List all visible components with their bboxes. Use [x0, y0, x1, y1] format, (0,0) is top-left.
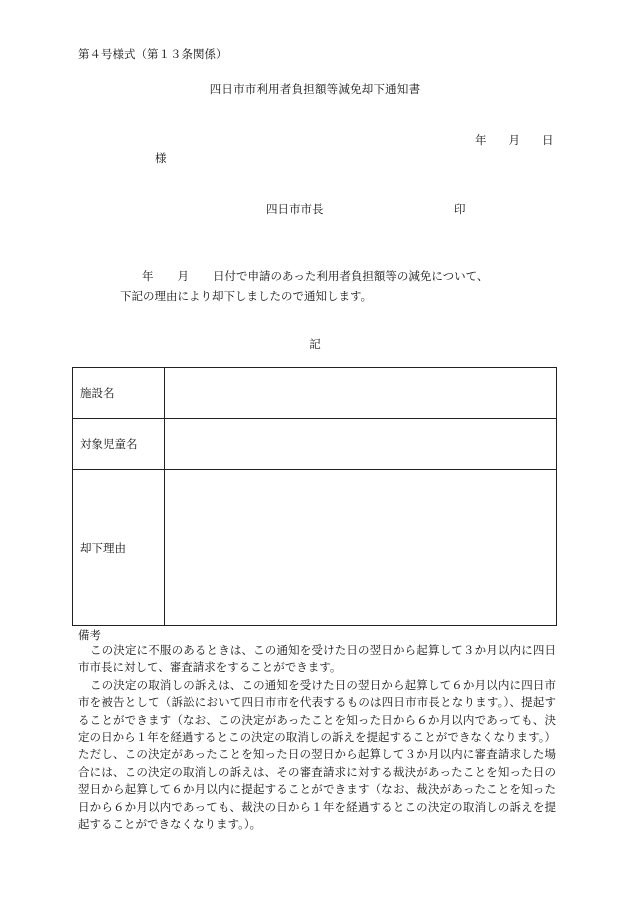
- issue-date: [475, 132, 554, 148]
- notes-heading: 備考: [78, 628, 101, 642]
- notes: [78, 642, 556, 833]
- facility-name-label: 施設名: [73, 368, 165, 419]
- rejection-reason-field[interactable]: [165, 470, 557, 626]
- date-day-label: 日: [542, 133, 554, 147]
- body-line-2: 下記の理由により却下しましたので通知します。: [120, 289, 373, 303]
- form-number: 第４号様式（第１３条関係）: [78, 47, 228, 61]
- table-row: [73, 419, 557, 470]
- issuer-name: 四日市市長: [266, 202, 324, 216]
- details-table: [72, 367, 557, 626]
- date-month-label: 月: [508, 133, 520, 147]
- body-line-1: [142, 268, 488, 284]
- body-month-label: 月: [177, 269, 189, 283]
- note-paragraph-2: この決定の取消しの訴えは、この通知を受けた日の翌日から起算して６か月以内に四日市市を被告として（訴訟において四日市市を代表するものは四日市市長となります。）、提起することができます（なお、この決定があったことを知った日から６か月以内であっても、決定の日から１年を経過するとこの決定の取消しの訴えを提起することができなくなります。）ただし、この決定があったことを知った日の翌日から起算して３か月以内に審査請求した場合には、この決定の取消しの訴えは、その審査請求に対する裁決があったことを知った日の翌日から起算して６か月以内に提起することができます（なお、裁決があったことを知った日から６か月以内であっても、裁決の日から１年を経過するとこの決定の取消しの訴えを提起することができなくなります。）。: [78, 677, 556, 832]
- rejection-reason-label: 却下理由: [73, 470, 165, 626]
- note-paragraph-1: この決定に不服のあるときは、この通知を受けた日の翌日から起算して３か月以内に四日市市長に対して、審査請求をすることができます。: [78, 643, 556, 675]
- document-title: 四日市市利用者負担額等減免却下通知書: [209, 82, 421, 96]
- body-line-1-text: 日付で申請のあった利用者負担額等の減免について、: [213, 269, 489, 283]
- table-row: [73, 368, 557, 419]
- date-year-label: 年: [475, 133, 487, 147]
- facility-name-field[interactable]: [165, 368, 557, 419]
- addressee-suffix: 様: [155, 151, 167, 165]
- child-name-field[interactable]: [165, 419, 557, 470]
- table-row: [73, 470, 557, 626]
- child-name-label: 対象児童名: [73, 419, 165, 470]
- body-year-label: 年: [142, 269, 154, 283]
- seal-mark: 印: [454, 202, 466, 216]
- ki-heading: 記: [309, 337, 321, 351]
